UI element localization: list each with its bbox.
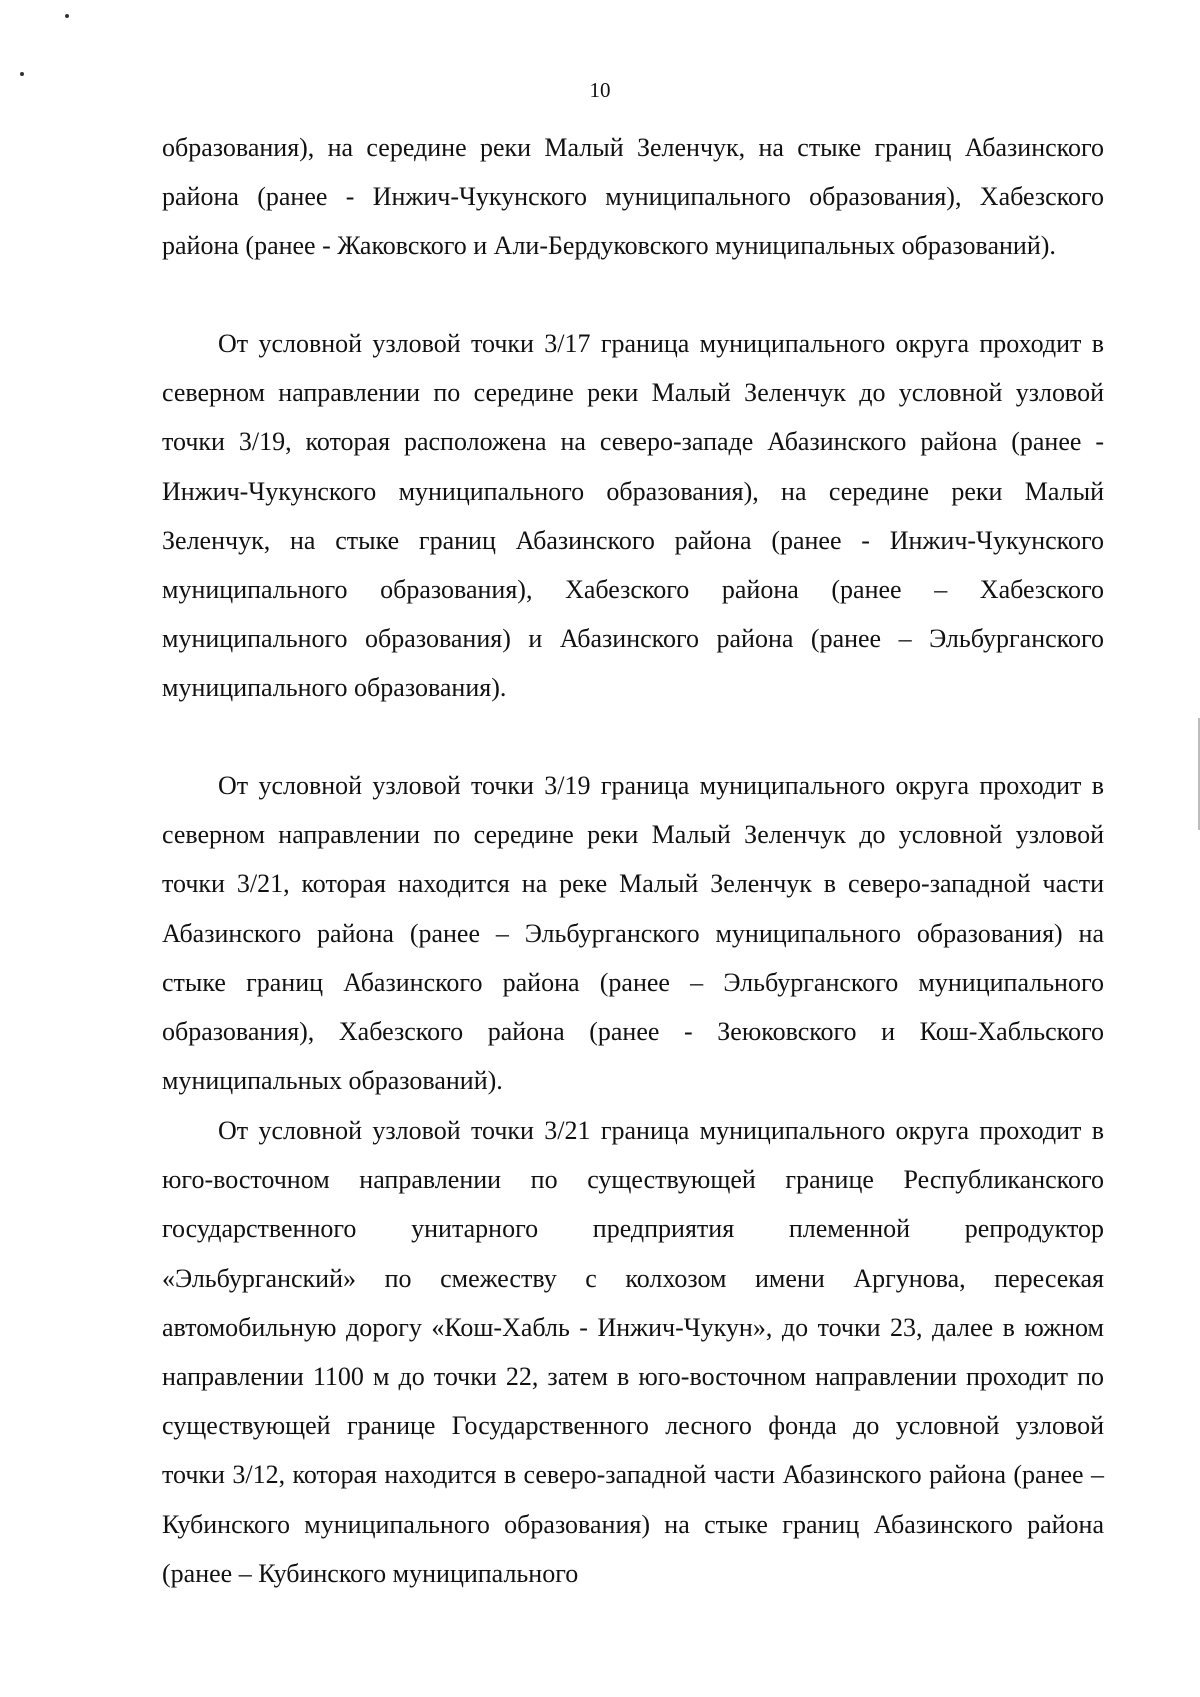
scan-speck (20, 72, 24, 76)
page-number: 10 (589, 78, 611, 102)
paragraph-continuation: образования), на середине реки Малый Зеленчук, на стыке границ Абазинского района (ранее - Инжич-Чукунского муниципального образования), Хабезского района (ранее - Жаковского и Али-Бердуковского муниципальных образований). (162, 133, 1104, 261)
paragraph-point-3-19: От условной узловой точки 3/19 граница муниципального округа проходит в северном направлении по середине реки Малый Зеленчук до условной узловой точки 3/21, которая находится на реке Малый Зеленчук в северо-западной части Абазинского района (ранее – Эльбурганского муниципального образования) на стыке границ Абазинского района (ранее – Эльбурганского муниципального образования), Хабезского района (ранее - Зеюковского и Кош-Хабльского муниципальных образований). (162, 771, 1104, 1096)
paragraph-point-3-21: От условной узловой точки 3/21 граница муниципального округа проходит в юго-восточном направлении по существующей границе Республиканского государственного унитарного предприятия племенной репродуктор «Эльбурганский» по смежеству с колхозом имени Аргунова, пересекая автомобильную дорогу «Кош-Хабль - Инжич-Чукун», до точки 23, далее в южном направлении 1100 м до точки 22, затем в юго-восточном направлении проходит по существующей границе Государственного лесного фонда до условной узловой точки 3/12, которая находится в северо-западной части Абазинского района (ранее – Кубинского муниципального образования) на стыке границ Абазинского района (ранее – Кубинского муниципального (162, 1116, 1104, 1588)
scan-speck (65, 14, 69, 18)
paragraph-point-3-17: От условной узловой точки 3/17 граница муниципального округа проходит в северном направлении по середине реки Малый Зеленчук до условной узловой точки 3/19, которая расположена на северо-западе Абазинского района (ранее - Инжич-Чукунского муниципального образования), на середине реки Малый Зеленчук, на стыке границ Абазинского района (ранее - Инжич-Чукунского муниципального образования), Хабезского района (ранее – Хабезского муниципального образования) и Абазинского района (ранее – Эльбурганского муниципального образования). (162, 329, 1104, 703)
